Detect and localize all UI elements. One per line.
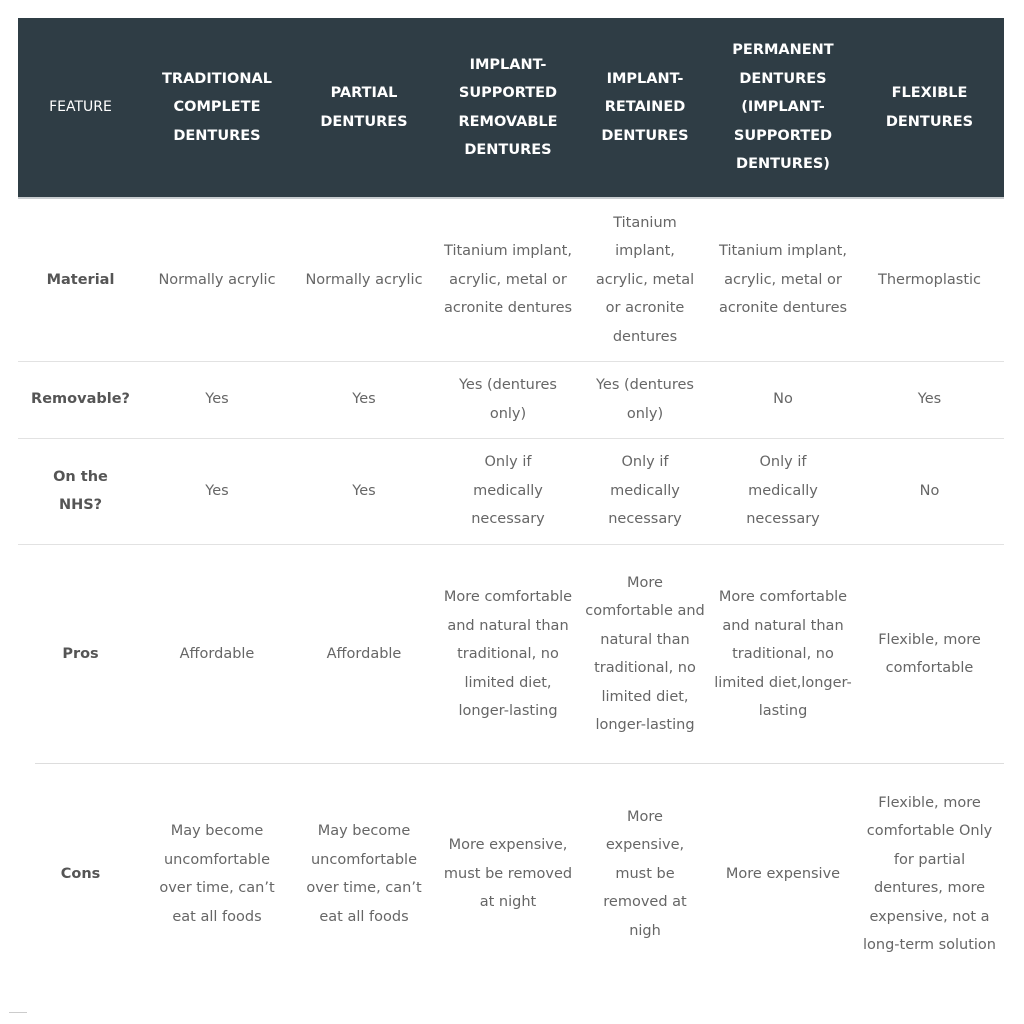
header-feature: FEATURE bbox=[18, 18, 143, 198]
table-cell: Only if medically necessary bbox=[711, 438, 855, 544]
table-cell: Yes bbox=[855, 361, 1004, 438]
table-cell: More expensive, must be removed at night bbox=[443, 837, 573, 911]
table-cell: No bbox=[855, 438, 1004, 544]
table-cell: Yes bbox=[143, 361, 291, 438]
row-label: On the NHS? bbox=[18, 438, 143, 544]
table-cell: May become uncomfortable over time, can’t eat all foods bbox=[306, 823, 422, 925]
table-row bbox=[18, 438, 1004, 544]
header-flexible: FLEXIBLE DENTURES bbox=[855, 18, 1004, 198]
row-divider bbox=[35, 763, 1004, 764]
row-label: Material bbox=[18, 198, 143, 361]
table-cell: More comfortable and natural than traditional, no limited diet, longer-lasting bbox=[443, 589, 573, 719]
row-label: Pros bbox=[62, 646, 99, 662]
table-cell: Only if medically necessary bbox=[579, 438, 711, 544]
table-cell: More comfortable and natural than traditional, no limited diet,longer-lasting bbox=[714, 589, 852, 719]
table-cell: Affordable bbox=[326, 646, 402, 662]
table-row bbox=[18, 544, 1004, 764]
table-cell: Titanium implant, acrylic, metal or acronite dentures bbox=[579, 198, 711, 361]
header-implant-retained: IMPLANT-RETAINED DENTURES bbox=[579, 18, 711, 198]
table-cell: Thermoplastic bbox=[855, 198, 1004, 361]
table-cell: Affordable bbox=[179, 646, 255, 662]
table-cell: Only if medically necessary bbox=[437, 438, 579, 544]
table-cell: Yes bbox=[291, 438, 437, 544]
table-cell: May become uncomfortable over time, can’t eat all foods bbox=[159, 823, 275, 925]
table-cell: Titanium implant, acrylic, metal or acronite dentures bbox=[711, 198, 855, 361]
table-cell: Flexible, more comfortable Only for partial dentures, more expensive, not a long-term solution bbox=[863, 794, 996, 953]
table-cell: More expensive bbox=[725, 865, 841, 882]
table-row bbox=[18, 764, 1004, 984]
table-row bbox=[18, 198, 1004, 361]
table-cell: Yes bbox=[143, 438, 291, 544]
dentures-comparison-table bbox=[18, 18, 1004, 984]
table-cell: Normally acrylic bbox=[143, 198, 291, 361]
header-row bbox=[18, 18, 1004, 198]
row-label: Cons bbox=[60, 865, 101, 882]
divider bbox=[9, 1012, 27, 1013]
table-cell: Flexible, more comfortable bbox=[878, 631, 981, 677]
row-label: Removable? bbox=[18, 361, 143, 438]
table-cell: Yes (dentures only) bbox=[437, 361, 579, 438]
header-implant-supported-removable: IMPLANT-SUPPORTED REMOVABLE DENTURES bbox=[437, 18, 579, 198]
table-cell: More expensive, must be removed at nigh bbox=[603, 808, 687, 939]
header-permanent: PERMANENT DENTURES (IMPLANT-SUPPORTED DENTURES) bbox=[711, 18, 855, 198]
table-cell: Normally acrylic bbox=[291, 198, 437, 361]
table-cell: More comfortable and natural than traditional, no limited diet, longer-lasting bbox=[585, 574, 705, 734]
table-cell: Yes (dentures only) bbox=[579, 361, 711, 438]
table-row bbox=[18, 361, 1004, 438]
header-traditional: TRADITIONAL COMPLETE DENTURES bbox=[143, 18, 291, 198]
table-cell: No bbox=[711, 361, 855, 438]
table-cell: Yes bbox=[291, 361, 437, 438]
table-cell: Titanium implant, acrylic, metal or acronite dentures bbox=[437, 198, 579, 361]
header-partial: PARTIAL DENTURES bbox=[291, 18, 437, 198]
